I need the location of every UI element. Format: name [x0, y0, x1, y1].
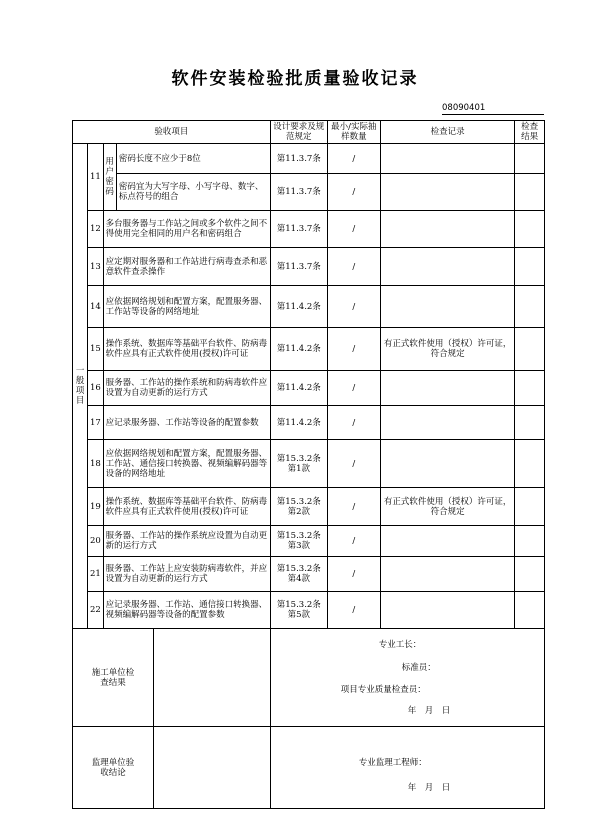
- table-row: [73, 557, 545, 592]
- table-row: [73, 406, 545, 440]
- item-text: 服务器、工作站的操作系统和防病毒软件应设置为自动更新的运行方式: [103, 371, 270, 406]
- spec-text: 第11.3.7条: [270, 248, 327, 286]
- row-number: 16: [88, 371, 103, 406]
- engineer-label: 专业监理工程师：: [358, 758, 427, 768]
- item-text: 服务器、工作站上应安装防病毒软件，并应设置为自动更新的运行方式: [103, 557, 270, 592]
- sample-value: /: [327, 211, 380, 248]
- spec-text: 第11.3.7条: [270, 174, 327, 211]
- construction-sign-cell: [270, 629, 544, 727]
- supervision-label: 监理单位验收结论: [91, 757, 135, 778]
- result-cell: [515, 557, 545, 592]
- result-cell: [515, 371, 545, 406]
- table-row: [73, 144, 545, 174]
- header-item: 验收项目: [73, 121, 271, 144]
- row-number: 14: [88, 286, 103, 328]
- sample-value: /: [327, 371, 380, 406]
- row-number: 15: [88, 328, 103, 371]
- item-text: 服务器、工作站的操作系统应设置为自动更新的运行方式: [103, 526, 270, 557]
- record-text: [380, 174, 515, 211]
- sample-value: /: [327, 248, 380, 286]
- record-text: 有正式软件使用（授权）许可证，符合规定: [380, 488, 515, 526]
- table-row: [73, 371, 545, 406]
- page-title: 软件安装检验批质量验收记录: [171, 69, 419, 89]
- spec-text: 第15.3.2条第3款: [270, 526, 327, 557]
- table-row: [73, 328, 545, 371]
- spec-text: 第11.4.2条: [270, 406, 327, 440]
- result-cell: [515, 526, 545, 557]
- supervision-cell: [73, 727, 271, 809]
- record-text: [380, 144, 515, 174]
- record-text: [380, 526, 515, 557]
- item-text: 应记录服务器、工作站等设备的配置参数: [103, 406, 270, 440]
- record-text: [380, 557, 515, 592]
- row-number: 19: [88, 488, 103, 526]
- item-text: 操作系统、数据库等基础平台软件、防病毒软件应具有正式软件使用(授权)许可证: [103, 328, 270, 371]
- result-cell: [515, 144, 545, 174]
- construction-label: 施工单位检查结果: [91, 667, 135, 688]
- spec-text: 第11.4.2条: [270, 286, 327, 328]
- row-number: 12: [88, 211, 103, 248]
- record-text: [380, 440, 515, 488]
- document-number: 08090401: [442, 103, 544, 115]
- item-text: 应依据网络规划和配置方案，配置服务器、工作站、通信接口转换器、视频编解码器等设备的网络地址: [103, 440, 270, 488]
- result-cell: [515, 286, 545, 328]
- table-row: [73, 174, 545, 211]
- header-sample: 最小/实际抽样数量: [327, 121, 380, 144]
- spec-text: 第15.3.2条第4款: [270, 557, 327, 592]
- table-row: [73, 211, 545, 248]
- result-cell: [515, 248, 545, 286]
- result-cell: [515, 211, 545, 248]
- record-text: 有正式软件使用（授权）许可证，符合规定: [380, 328, 515, 371]
- header-design: 设计要求及规范规定: [270, 121, 327, 144]
- result-cell: [515, 328, 545, 371]
- item-text: 多台服务器与工作站之间或多个软件之间不得使用完全相同的用户名和密码组合: [103, 211, 270, 248]
- header-record: 检查记录: [380, 121, 515, 144]
- item-text: 应定期对服务器和工作站进行病毒查杀和恶意软件查杀操作: [103, 248, 270, 286]
- acceptance-table: [72, 120, 545, 809]
- spec-text: 第11.4.2条: [270, 328, 327, 371]
- result-cell: [515, 488, 545, 526]
- table-row: [73, 440, 545, 488]
- qc-label: 项目专业质量检查员：: [340, 685, 426, 695]
- table-row: [73, 286, 545, 328]
- construction-row: [73, 629, 545, 727]
- record-text: [380, 211, 515, 248]
- supervision-row: [73, 727, 545, 809]
- header-row: [73, 121, 545, 144]
- sample-value: /: [327, 286, 380, 328]
- spec-text: 第15.3.2条第5款: [270, 592, 327, 629]
- item-text: 应依据网络规划和配置方案，配置服务器、工作站等设备的网络地址: [103, 286, 270, 328]
- sample-value: /: [327, 592, 380, 629]
- sample-value: /: [327, 144, 380, 174]
- sample-value: /: [327, 488, 380, 526]
- table-row: [73, 488, 545, 526]
- record-text: [380, 371, 515, 406]
- row-number: 11: [88, 144, 103, 211]
- construction-date: 年 月 日: [407, 706, 451, 716]
- result-cell: [515, 174, 545, 211]
- header-result: 检查结果: [515, 121, 545, 144]
- sample-value: /: [327, 328, 380, 371]
- inspector-label: 标准员：: [401, 663, 436, 673]
- sample-value: /: [327, 526, 380, 557]
- row-number: 17: [88, 406, 103, 440]
- result-cell: [515, 406, 545, 440]
- supervision-sign-cell: [270, 727, 544, 809]
- category-label: 一般项目: [73, 144, 88, 629]
- sample-value: /: [327, 557, 380, 592]
- record-text: [380, 286, 515, 328]
- record-text: [380, 592, 515, 629]
- row-number: 22: [88, 592, 103, 629]
- row-number: 20: [88, 526, 103, 557]
- spec-text: 第11.3.7条: [270, 144, 327, 174]
- item-text: 应记录服务器、工作站、通信接口转换器、视频编解码器等设备的配置参数: [103, 592, 270, 629]
- table-row: [73, 592, 545, 629]
- record-text: [380, 248, 515, 286]
- spec-text: 第11.4.2条: [270, 371, 327, 406]
- sample-value: /: [327, 406, 380, 440]
- supervision-date: 年 月 日: [407, 783, 451, 793]
- foreman-label: 专业工长：: [378, 640, 422, 650]
- result-cell: [515, 440, 545, 488]
- result-cell: [515, 592, 545, 629]
- row-number: 18: [88, 440, 103, 488]
- row-number: 21: [88, 557, 103, 592]
- record-text: [380, 406, 515, 440]
- subgroup-label: 用户密码: [103, 144, 116, 211]
- sample-value: /: [327, 174, 380, 211]
- spec-text: 第11.3.7条: [270, 211, 327, 248]
- construction-cell: [73, 629, 271, 727]
- spec-text: 第15.3.2条第2款: [270, 488, 327, 526]
- item-text: 密码宜为大写字母、小写字母、数字、标点符号的组合: [116, 174, 270, 211]
- item-text: 操作系统、数据库等基础平台软件、防病毒软件应具有正式软件使用(授权)许可证: [103, 488, 270, 526]
- sample-value: /: [327, 440, 380, 488]
- table-row: [73, 526, 545, 557]
- spec-text: 第15.3.2条第1款: [270, 440, 327, 488]
- row-number: 13: [88, 248, 103, 286]
- table-row: [73, 248, 545, 286]
- item-text: 密码长度不应少于8位: [116, 144, 270, 174]
